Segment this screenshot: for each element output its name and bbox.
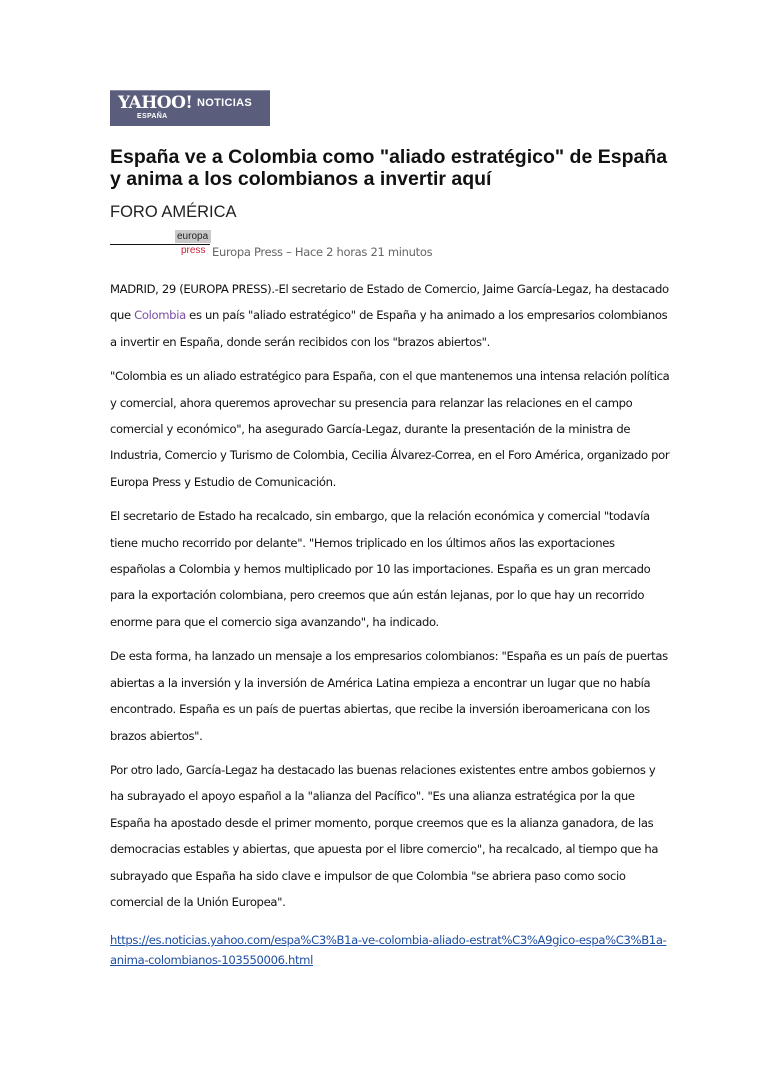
paragraph-3: El secretario de Estado ha recalcado, sin embargo, que la relación económica y comercial "todavía tiene mucho recorrido por delante". "Hemos triplicado en los últimos años las exportaciones españolas a Colombia y hemos multiplicado por 10 las importaciones. España es un gran mercado para la exportación colombiana, pero creemos que aún están lejanas, por lo que hay un recorrido enorme para que el comercio siga avanzando", ha indicado. [110, 509, 651, 629]
paragraph-1: MADRID, 29 (EUROPA PRESS).-El secretario de Estado de Comercio, Jaime García-Legaz, ha destacado que Colombia es un país "aliado estratégico" de España y ha animado a los empresarios colombianos a invertir en España, donde serán recibidos con los "brazos abiertos". [110, 282, 669, 349]
europa-press-logo-top: europa [175, 230, 211, 243]
logo-region: ESPAÑA [137, 113, 168, 120]
colombia-link[interactable]: Colombia [134, 308, 186, 323]
article-meta: Europa Press – Hace 2 horas 21 minutos [212, 245, 433, 259]
europa-press-logo [171, 230, 211, 260]
europa-press-logo-bottom: press [181, 245, 206, 256]
yahoo-noticias-logo[interactable] [110, 90, 270, 126]
article-body [110, 276, 670, 923]
section-label: FORO AMÉRICA [110, 203, 237, 221]
source-url-link[interactable]: https://es.noticias.yahoo.com/espa%C3%B1a-ve-colombia-aliado-estrat%C3%A9gico-espa%C3%B1a-anima-colombianos-103550006.html [110, 933, 667, 967]
paragraph-5: Por otro lado, García-Legaz ha destacado las buenas relaciones existentes entre ambos gobiernos y ha subrayado el apoyo español a la "alianza del Pacífico". "Es una alianza estratégica por la que España ha apostado desde el primer momento, porque creemos que es la alianza ganadora, de las democracias estables y abiertas, que apuesta por el libre comercio", ha recalcado, al tiempo que ha subrayado que España ha sido clave e impulsor de que Colombia "se abriera paso como socio comercial de la Unión Europea". [110, 762, 659, 909]
article-title: España ve a Colombia como "aliado estratégico" de España y anima a los colombianos a invertir aquí [110, 146, 668, 190]
paragraph-2: "Colombia es un aliado estratégico para España, con el que mantenemos una intensa relación política y comercial, ahora queremos aprovechar su presencia para relanzar las relaciones en el campo comercial y económico", ha asegurado García-Legaz, durante la presentación de la ministra de Industria, Comercio y Turismo de Colombia, Cecilia Álvarez-Correa, en el Foro América, organizado por Europa Press y Estudio de Comunicación. [110, 369, 670, 489]
paragraph-4: De esta forma, ha lanzado un mensaje a los empresarios colombianos: "España es un país de puertas abiertas a la inversión y la inversión de América Latina empieza a encontrar un lugar que no había encontrado. España es un país de puertas abiertas, que recibe la inversión iberoamericana con los brazos abiertos". [110, 649, 668, 743]
logo-product: NOTICIAS [197, 97, 252, 109]
logo-brand: YAHOO! [118, 93, 193, 113]
